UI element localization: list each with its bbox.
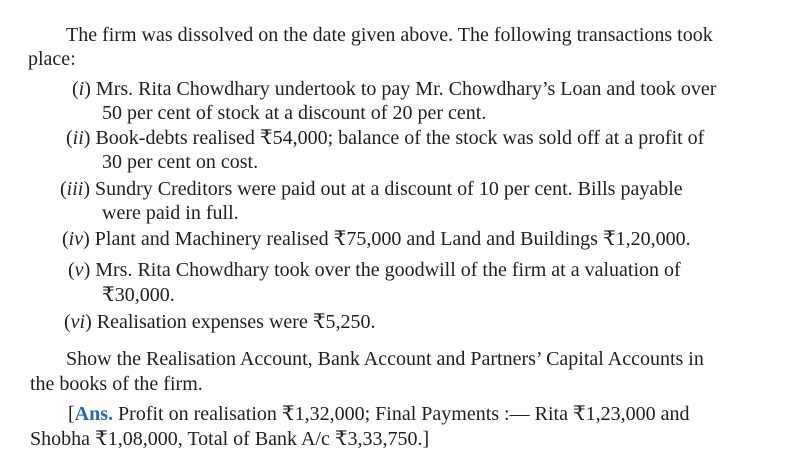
transaction-i-number: i (78, 78, 85, 100)
intro-line-2: place: (28, 48, 76, 70)
transaction-i-text-1: Mrs. Rita Chowdhary undertook to pay Mr. Chowdhary’s Loan and took over (95, 78, 717, 100)
transaction-vi-text-1: Realisation expenses were ₹5,250. (96, 311, 376, 333)
transaction-iii-text-1: Sundry Creditors were paid out at a discount of 10 per cent. Bills payable (95, 178, 683, 200)
transaction-v-number: v (74, 259, 84, 281)
transaction-iv-line-1: (iv) Plant and Machinery realised ₹75,000 and Land and Buildings ₹1,20,000. (62, 228, 691, 250)
transaction-i-line-1: (i) Mrs. Rita Chowdhary undertook to pay Mr. Chowdhary’s Loan and took over (72, 78, 717, 100)
transaction-i-line-2: 50 per cent of stock at a discount of 20 per cent. (102, 102, 487, 124)
transaction-ii-text-1: Book-debts realised ₹54,000; balance of the stock was sold off at a profit of (95, 127, 705, 149)
instruction-line-1: Show the Realisation Account, Bank Account and Partners’ Capital Accounts in (66, 348, 704, 370)
transaction-v-text-1: Mrs. Rita Chowdhary took over the goodwill of the firm at a valuation of (95, 259, 681, 281)
transaction-ii-number: ii (72, 127, 84, 149)
transaction-ii-line-1: (ii) Book-debts realised ₹54,000; balance of the stock was sold off at a profit of (66, 127, 705, 149)
transaction-iv-number: iv (68, 228, 84, 250)
transaction-iii-number: iii (66, 178, 84, 200)
answer-open-bracket: [ (68, 403, 75, 425)
instruction-line-2: the books of the firm. (30, 373, 203, 395)
transaction-vi-line-1: (vi) Realisation expenses were ₹5,250. (64, 311, 376, 333)
transaction-iii-line-1: (iii) Sundry Creditors were paid out at a discount of 10 per cent. Bills payable (60, 178, 683, 200)
answer-line-1 (68, 402, 690, 426)
answer-line-2: Shobha ₹1,08,000, Total of Bank A/c ₹3,33,750.] (30, 428, 430, 450)
answer-line-1-text: Profit on realisation ₹1,32,000; Final Payments :— Rita ₹1,23,000 and (113, 403, 690, 425)
transaction-iv-text-1: Plant and Machinery realised ₹75,000 and Land and Buildings ₹1,20,000. (94, 228, 691, 250)
intro-line-1: The firm was dissolved on the date given above. The following transactions took (66, 24, 713, 46)
transaction-ii-line-2: 30 per cent on cost. (102, 151, 259, 173)
answer-label: Ans. (74, 403, 114, 425)
transaction-vi-number: vi (70, 311, 86, 333)
transaction-v-line-2: ₹30,000. (102, 284, 175, 306)
transaction-v-line-1: (v) Mrs. Rita Chowdhary took over the goodwill of the firm at a valuation of (68, 259, 681, 281)
transaction-iii-line-2: were paid in full. (102, 202, 239, 224)
